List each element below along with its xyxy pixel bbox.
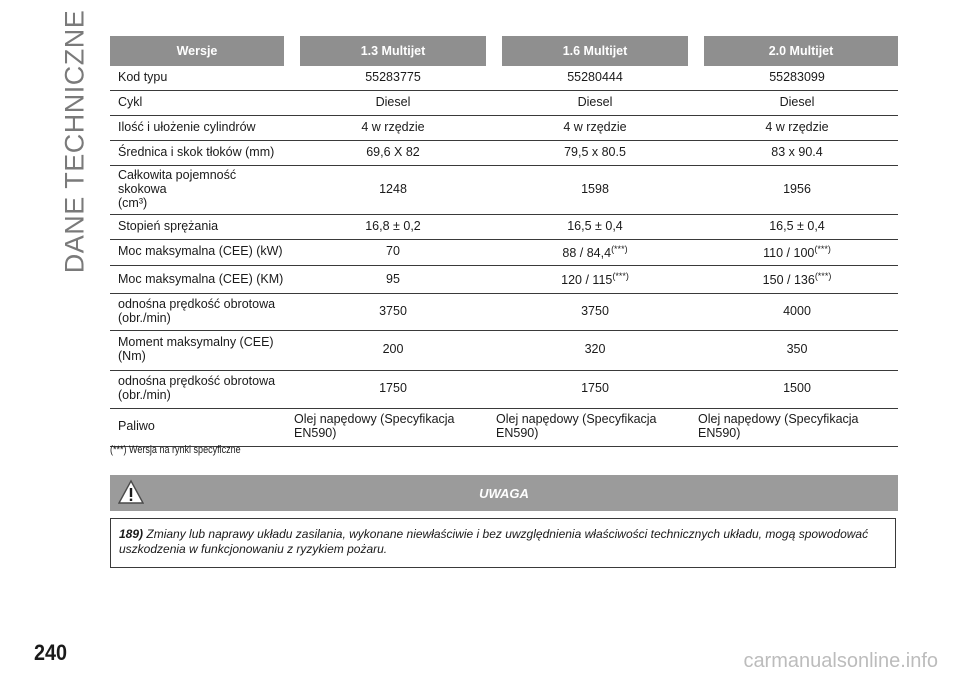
warning-text-box <box>110 518 896 568</box>
cell-value: 1500 <box>696 370 898 408</box>
cell-value: 83 x 90.4 <box>696 140 898 165</box>
row-label: Stopień sprężania <box>110 214 292 239</box>
cell-value: Diesel <box>494 90 696 115</box>
cell-value: 120 / 115(***) <box>494 265 696 293</box>
cell-value: 200 <box>292 330 494 370</box>
warning-text: Zmiany lub naprawy układu zasilania, wykonane niewłaściwie i bez uwzględnienia właściwości technicznych układu, mogą spowodować uszkodzenia w funkcjonowaniu z ryzykiem pożaru. <box>119 527 869 556</box>
cell-value: 4 w rzędzie <box>696 115 898 140</box>
cell-value: 3750 <box>494 293 696 330</box>
side-section-title: DANE TECHNICZNE <box>59 9 90 273</box>
warning-header <box>110 475 898 511</box>
row-label: Całkowita pojemność skokowa (cm³) <box>110 165 292 214</box>
cell-value: 4 w rzędzie <box>292 115 494 140</box>
page-number: 240 <box>34 640 68 665</box>
row-label: odnośna prędkość obrotowa (obr./min) <box>110 293 292 330</box>
row-label: Cykl <box>110 90 292 115</box>
table-row <box>110 265 898 293</box>
table-row <box>110 370 898 408</box>
cell-value: 55283099 <box>696 66 898 90</box>
table-header-row <box>110 36 898 66</box>
row-label: Moc maksymalna (CEE) (kW) <box>110 239 292 265</box>
cell-value: 350 <box>696 330 898 370</box>
cell-value: 16,5 ± 0,4 <box>494 214 696 239</box>
warning-number: 189) <box>119 527 144 541</box>
cell-value: 69,6 X 82 <box>292 140 494 165</box>
header-1-3-multijet: 1.3 Multijet <box>292 36 494 66</box>
cell-value: 4 w rzędzie <box>494 115 696 140</box>
table-row <box>110 214 898 239</box>
row-label: odnośna prędkość obrotowa (obr./min) <box>110 370 292 408</box>
cell-value: 16,5 ± 0,4 <box>696 214 898 239</box>
cell-value: Olej napędowy (Specyfikacja EN590) <box>494 408 696 446</box>
table-row <box>110 140 898 165</box>
row-label: Moc maksymalna (CEE) (KM) <box>110 265 292 293</box>
footnote-mark: (***) <box>814 244 831 254</box>
header-2-0-multijet: 2.0 Multijet <box>696 36 898 66</box>
row-label: Kod typu <box>110 66 292 90</box>
row-label: Paliwo <box>110 408 292 446</box>
cell-value: 320 <box>494 330 696 370</box>
warning-title: UWAGA <box>479 485 529 501</box>
cell-value: Olej napędowy (Specyfikacja EN590) <box>696 408 898 446</box>
footnote-mark: (***) <box>814 271 832 281</box>
table-footnote: (***) Wersja na rynki specyficzne <box>110 444 241 456</box>
watermark: carmanualsonline.info <box>743 650 938 672</box>
footnote-mark: (***) <box>611 244 628 254</box>
table-row <box>110 239 898 265</box>
cell-value: 16,8 ± 0,2 <box>292 214 494 239</box>
header-versions: Wersje <box>110 36 292 66</box>
cell-value: 88 / 84,4(***) <box>494 239 696 265</box>
cell-value: 1956 <box>696 165 898 214</box>
cell-value: 1598 <box>494 165 696 214</box>
cell-value: 95 <box>292 265 494 293</box>
footnote-mark: (***) <box>612 271 629 281</box>
cell-value: Diesel <box>696 90 898 115</box>
row-label: Moment maksymalny (CEE) (Nm) <box>110 330 292 370</box>
cell-value: 4000 <box>696 293 898 330</box>
cell-value: 150 / 136(***) <box>696 265 898 293</box>
cell-value: 1750 <box>292 370 494 408</box>
row-label: Średnica i skok tłoków (mm) <box>110 140 292 165</box>
cell-value: 1248 <box>292 165 494 214</box>
cell-value: Olej napędowy (Specyfikacja EN590) <box>292 408 494 446</box>
table-row <box>110 408 898 446</box>
engine-spec-table <box>110 36 898 447</box>
cell-value: 3750 <box>292 293 494 330</box>
row-label: Ilość i ułożenie cylindrów <box>110 115 292 140</box>
table-row <box>110 293 898 330</box>
header-1-6-multijet: 1.6 Multijet <box>494 36 696 66</box>
cell-value: 79,5 x 80.5 <box>494 140 696 165</box>
table-row <box>110 115 898 140</box>
table-row <box>110 66 898 90</box>
cell-value: 55280444 <box>494 66 696 90</box>
cell-value: 1750 <box>494 370 696 408</box>
table-row <box>110 90 898 115</box>
cell-value: Diesel <box>292 90 494 115</box>
warning-triangle-icon <box>118 479 144 505</box>
table-row <box>110 330 898 370</box>
table-row <box>110 165 898 214</box>
cell-value: 55283775 <box>292 66 494 90</box>
cell-value: 70 <box>292 239 494 265</box>
cell-value: 110 / 100(***) <box>696 239 898 265</box>
